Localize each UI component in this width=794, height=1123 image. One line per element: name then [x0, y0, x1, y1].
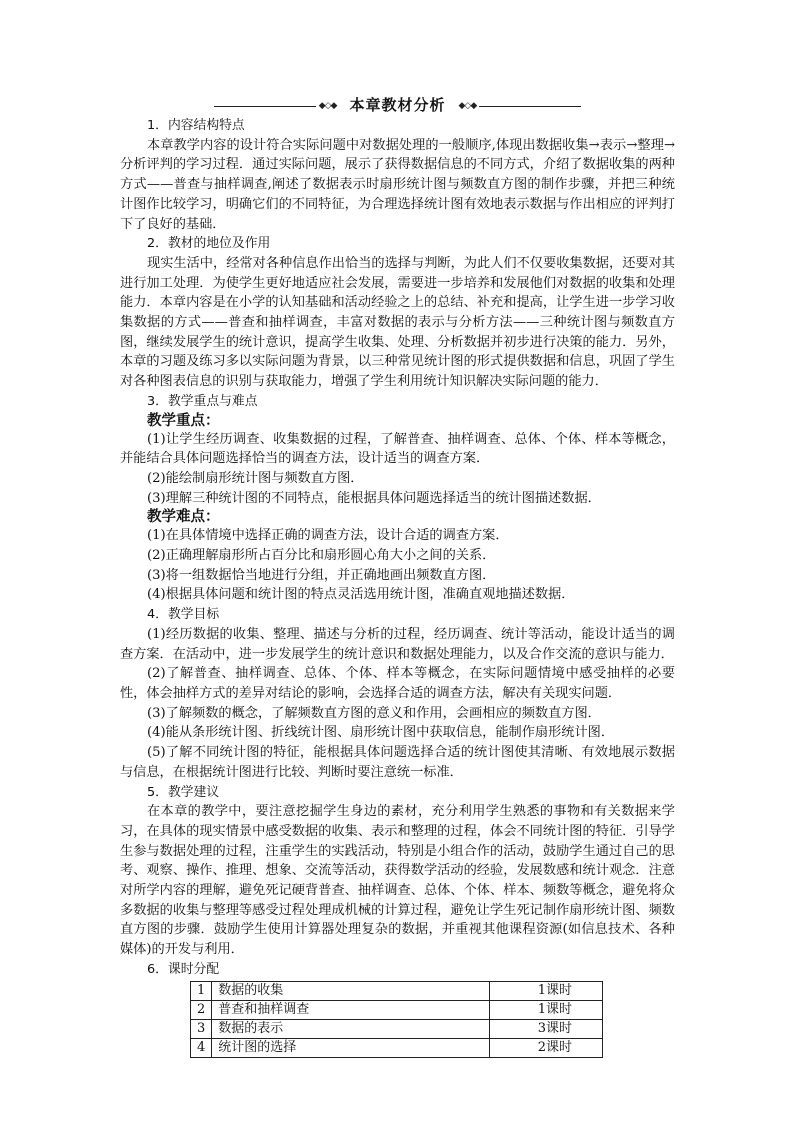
- schedule-table: [190, 981, 603, 1058]
- title-row: [120, 96, 675, 116]
- list-item: (1)经历数据的收集、整理、描述与分析的过程，经历调查、统计等活动，能设计适当的调查方案．在活动中，进一步发展学生的统计意识和数据处理能力，以及合作交流的意识与能力．: [120, 626, 675, 662]
- list-item: (3)将一组数据恰当地进行分组，并正确地画出频数直方图．: [147, 567, 496, 583]
- difficulty-label: 教学难点：: [147, 509, 220, 526]
- title-ornament-right: [456, 102, 581, 111]
- list-item: (1)让学生经历调查、收集数据的过程，了解普查、抽样调查、总体、个体、样本等概念，并能结合具体问题选择恰当的调查方法，设计适当的调查方案．: [120, 431, 675, 467]
- divider: [214, 106, 315, 107]
- table-cell-name: 数据的表示: [212, 1019, 490, 1038]
- paragraph: 在本章的教学中，要注意挖掘学生身边的素材，充分利用学生熟悉的事物和有关数据来学习，在具体的现实情景中感受数据的收集、表示和整理的过程，体会不同统计图的特征．引导学生参与数据处理的过程，注重学生的实践活动，特别是小组合作的活动，鼓励学生通过自己的思考、观察、操作、推理、想象、交流等活动，获得数学活动的经验，发展数感和统计观念．注意对所学内容的理解，避免死记硬背普查、抽样调查、总体、个体、样本、频数等概念，避免将众多数据的收集与整理等感受过程处理成机械的计算过程，避免让学生死记制作扇形统计图、频数直方图的步骤．鼓励学生使用计算器处理复杂的数据，并重视其他课程资源(如信息技术、各种媒体)的开发与利用．: [120, 804, 675, 958]
- table-cell-hours: 1课时: [490, 1000, 603, 1019]
- list-item: (2)了解普查、抽样调查、总体、个体、样本等概念，在实际问题情境中感受抽样的必要性，体会抽样方式的差异对结论的影响，会选择合适的调查方法，解决有关现实问题．: [120, 666, 675, 701]
- section-heading: 6．课时分配: [147, 961, 220, 977]
- table-cell-hours: 1课时: [490, 981, 603, 1000]
- document-page: [120, 96, 675, 1058]
- table-cell-name: 数据的收集: [212, 981, 490, 1000]
- table-cell-hours: 2课时: [490, 1038, 603, 1057]
- paragraph: 本章教学内容的设计符合实际问题中对数据处理的一般顺序,体现出数据收集→表示→整理→分析评判的学习过程．通过实际问题，展示了获得数据信息的不同方式，介绍了数据收集的两种方式——普查与抽样调查,阐述了数据表示时扇形统计图与频数直方图的制作步骤，并把三种统计图作比较学习，明确它们的不同特征，为合理选择统计图有效地表示数据与作出相应的评判打下了良好的基础．: [120, 137, 675, 232]
- list-item: (5)了解不同统计图的特征，能根据具体问题选择合适的统计图使其清晰、有效地展示数据与信息，在根据统计图进行比较、判断时要注意统一标准．: [120, 745, 675, 780]
- table-cell-hours: 3课时: [490, 1019, 603, 1038]
- diamond-ornament-icon: ◆◇◆: [318, 100, 337, 111]
- page-title: 本章教材分析: [349, 96, 446, 115]
- list-item: (2)能绘制扇形统计图与频数直方图．: [147, 470, 364, 486]
- table-row: [191, 1019, 603, 1038]
- title-ornament-left: [214, 102, 339, 111]
- section-heading: 1．内容结构特点: [147, 118, 245, 133]
- section-heading: 2．教材的地位及作用: [147, 236, 271, 252]
- diamond-ornament-icon: ◆◇◆: [458, 100, 477, 111]
- section-heading: 4．教学目标: [147, 607, 220, 623]
- table-cell-num: 2: [191, 1000, 212, 1019]
- table-cell-num: 3: [191, 1019, 212, 1038]
- list-item: (3)理解三种统计图的不同特点，能根据具体问题选择适当的统计图描述数据．: [147, 490, 601, 506]
- key-points-label: 教学重点：: [147, 412, 220, 429]
- section-heading: 3．教学重点与难点: [147, 393, 258, 409]
- list-item: (2)正确理解扇形所占百分比和扇形圆心角大小之间的关系．: [147, 548, 496, 564]
- table-cell-num: 1: [191, 981, 212, 1000]
- divider: [479, 106, 580, 107]
- table-cell-num: 4: [191, 1038, 212, 1057]
- section-heading: 5．教学建议: [147, 784, 220, 800]
- table-row: [191, 1038, 603, 1057]
- list-item: (3)了解频数的概念，了解频数直方图的意义和作用，会画相应的频数直方图．: [147, 705, 601, 721]
- list-item: (4)根据具体问题和统计图的特点灵活选用统计图，准确直观地描述数据．: [147, 587, 575, 603]
- table-row: [191, 1000, 603, 1019]
- table-cell-name: 普查和抽样调查: [212, 1000, 490, 1019]
- table-cell-name: 统计图的选择: [212, 1038, 490, 1057]
- paragraph: 现实生活中，经常对各种信息作出恰当的选择与判断，为此人们不仅要收集数据，还要对其进行加工处理．为使学生更好地适应社会发展，需要进一步培养和发展他们对数据的收集和处理能力．本章内容是在小学的认知基础和活动经验之上的总结、补充和提高，让学生进一步学习收集数据的方式——普查和抽样调查，丰富对数据的表示与分析方法——三种统计图与频数直方图，继续发展学生的统计意识，提高学生收集、处理、分析数据并初步进行决策的能力．另外，本章的习题及练习多以实际问题为背景，以三种常见统计图的形式提供数据和信息，巩固了学生对各种图表信息的识别与获取能力，增强了学生利用统计知识解决实际问题的能力．: [120, 255, 675, 390]
- list-item: (1)在具体情境中选择正确的调查方法，设计合适的调查方案．: [147, 528, 509, 544]
- list-item: (4)能从条形统计图、折线统计图、扇形统计图中获取信息，能制作扇形统计图．: [147, 725, 615, 741]
- table-row: [191, 981, 603, 1000]
